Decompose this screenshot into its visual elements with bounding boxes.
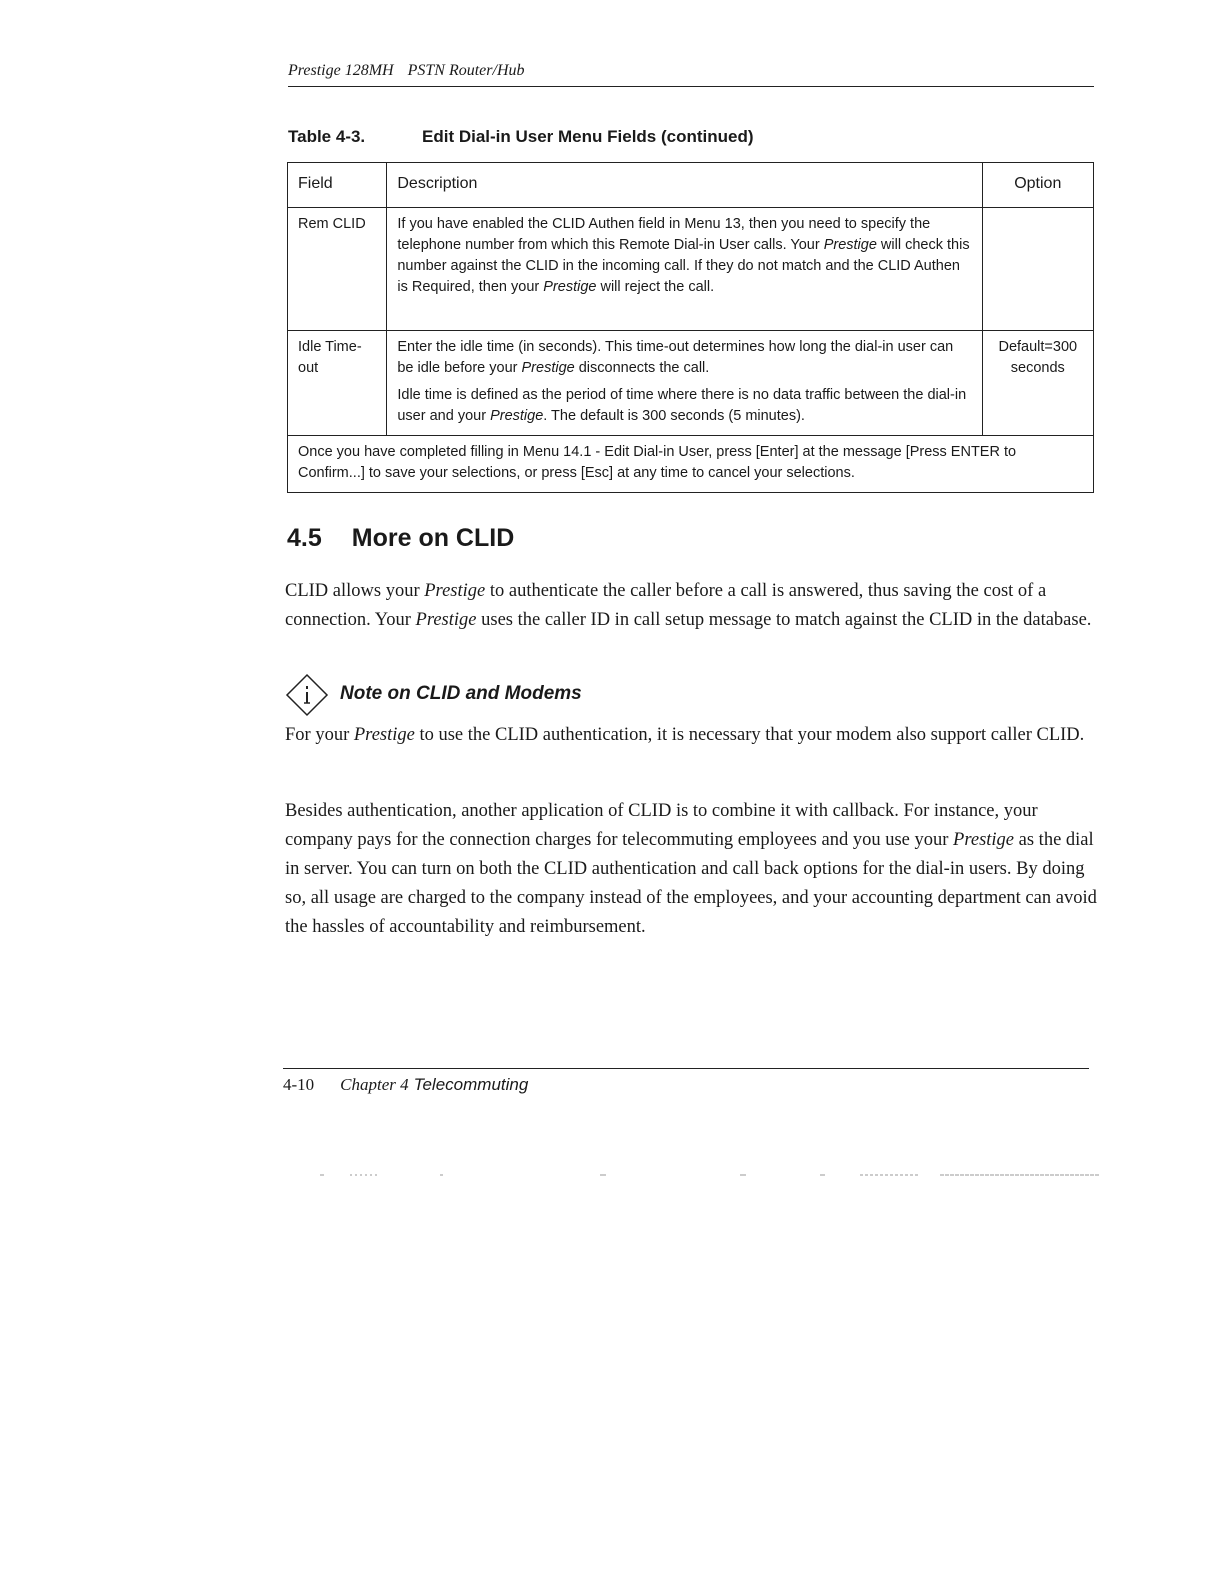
cell-field-idle-timeout: Idle Time-out xyxy=(288,331,387,436)
page-footer xyxy=(283,1068,1089,1095)
idle-timeout-description-1 xyxy=(397,337,971,379)
column-header-option: Option xyxy=(982,163,1093,208)
paragraph-clid-intro xyxy=(285,577,1097,635)
text-run: Besides authentication, another application of CLID is to combine it with callback. For instance, your company pays for the connection charges for telecommuting employees and you use your xyxy=(285,801,1038,850)
product-name: Prestige xyxy=(353,725,415,745)
table-title: Edit Dial-in User Menu Fields (continued) xyxy=(422,127,754,146)
cell-option-rem-clid xyxy=(982,208,1093,331)
option-default-value: Default=300 xyxy=(998,339,1078,355)
running-header xyxy=(288,62,1094,87)
product-name: Prestige xyxy=(953,830,1015,850)
text-run: Idle time is defined as the period of time where there is no data traffic between the dial-in user and your xyxy=(397,387,967,425)
fields-table xyxy=(287,162,1094,493)
table-row-idle-timeout xyxy=(288,331,1094,436)
text-run: CLID allows your xyxy=(285,581,425,601)
page-number: 4-10 xyxy=(283,1075,315,1094)
footer-chapter: Chapter 4 xyxy=(340,1075,409,1094)
option-default-unit: seconds xyxy=(1010,360,1065,377)
product-name: Prestige xyxy=(543,279,597,296)
text-run: For your xyxy=(285,725,354,745)
product-name: Prestige xyxy=(424,581,486,601)
table-footnote: Once you have completed filling in Menu 14.1 - Edit Dial-in User, press [Enter] at the message [Press ENTER to Confirm...] to save your selections, or press [Esc] at any time to cancel your selections. xyxy=(288,436,1094,493)
product-name: Prestige xyxy=(490,408,544,425)
text-run: disconnects the call. xyxy=(574,360,710,377)
text-run: Enter the idle time (in seconds). This time-out determines how long the dial-in user can be idle before your xyxy=(397,339,954,377)
text-run: will check this number against the CLID in the incoming call. If they do not match and the CLID Authen is Required, then your xyxy=(397,237,970,296)
product-name: Prestige xyxy=(823,237,877,254)
product-name: Prestige xyxy=(415,610,477,630)
cell-field-rem-clid: Rem CLID xyxy=(288,208,387,331)
note-info-diamond-icon xyxy=(285,673,329,717)
header-subtitle: PSTN Router/Hub xyxy=(407,62,525,79)
product-name: Prestige xyxy=(521,360,575,377)
text-run: to use the CLID authentication, it is necessary that your modem also support caller CLID. xyxy=(414,725,1085,745)
cell-description-rem-clid xyxy=(387,208,982,331)
section-heading xyxy=(287,524,514,553)
text-run: uses the caller ID in call setup message to match against the CLID in the database. xyxy=(476,610,1092,630)
text-run: to authenticate the caller before a call is answered, thus saving the cost of a connection. Your xyxy=(285,581,1047,630)
paragraph-callback xyxy=(285,797,1097,942)
cell-description-idle-timeout xyxy=(387,331,982,436)
rem-clid-description xyxy=(397,214,971,298)
table-caption xyxy=(288,127,754,147)
column-header-description: Description xyxy=(387,163,982,208)
text-run: as the dial in server. You can turn on both the CLID authentication and call back options for the dial-in users. By doing so, all usage are charged to the company instead of the employees, and your accounting department can avoid the hassles of accountability and reimbursement. xyxy=(285,830,1097,937)
footer-chapter-title: Telecommuting xyxy=(413,1075,529,1094)
section-number: 4.5 xyxy=(287,524,322,552)
idle-timeout-description-2 xyxy=(397,385,971,427)
scan-artifact-line xyxy=(300,1172,1100,1178)
text-run: If you have enabled the CLID Authen field in Menu 13, then you need to specify the telephone number from which this Remote Dial-in User calls. Your xyxy=(397,216,931,254)
table-row-footnote xyxy=(288,436,1094,493)
table-row-rem-clid xyxy=(288,208,1094,331)
cell-option-idle-timeout xyxy=(982,331,1093,436)
header-product: Prestige 128MH xyxy=(288,62,394,79)
text-run: will reject the call. xyxy=(596,279,715,296)
text-run: . The default is 300 seconds (5 minutes). xyxy=(543,408,805,425)
section-title: More on CLID xyxy=(351,524,515,552)
column-header-field: Field xyxy=(288,163,387,208)
paragraph-note-body xyxy=(285,721,1097,750)
table-number: Table 4-3. xyxy=(288,127,366,146)
table-header-row xyxy=(288,163,1094,208)
note-title: Note on CLID and Modems xyxy=(340,683,582,704)
